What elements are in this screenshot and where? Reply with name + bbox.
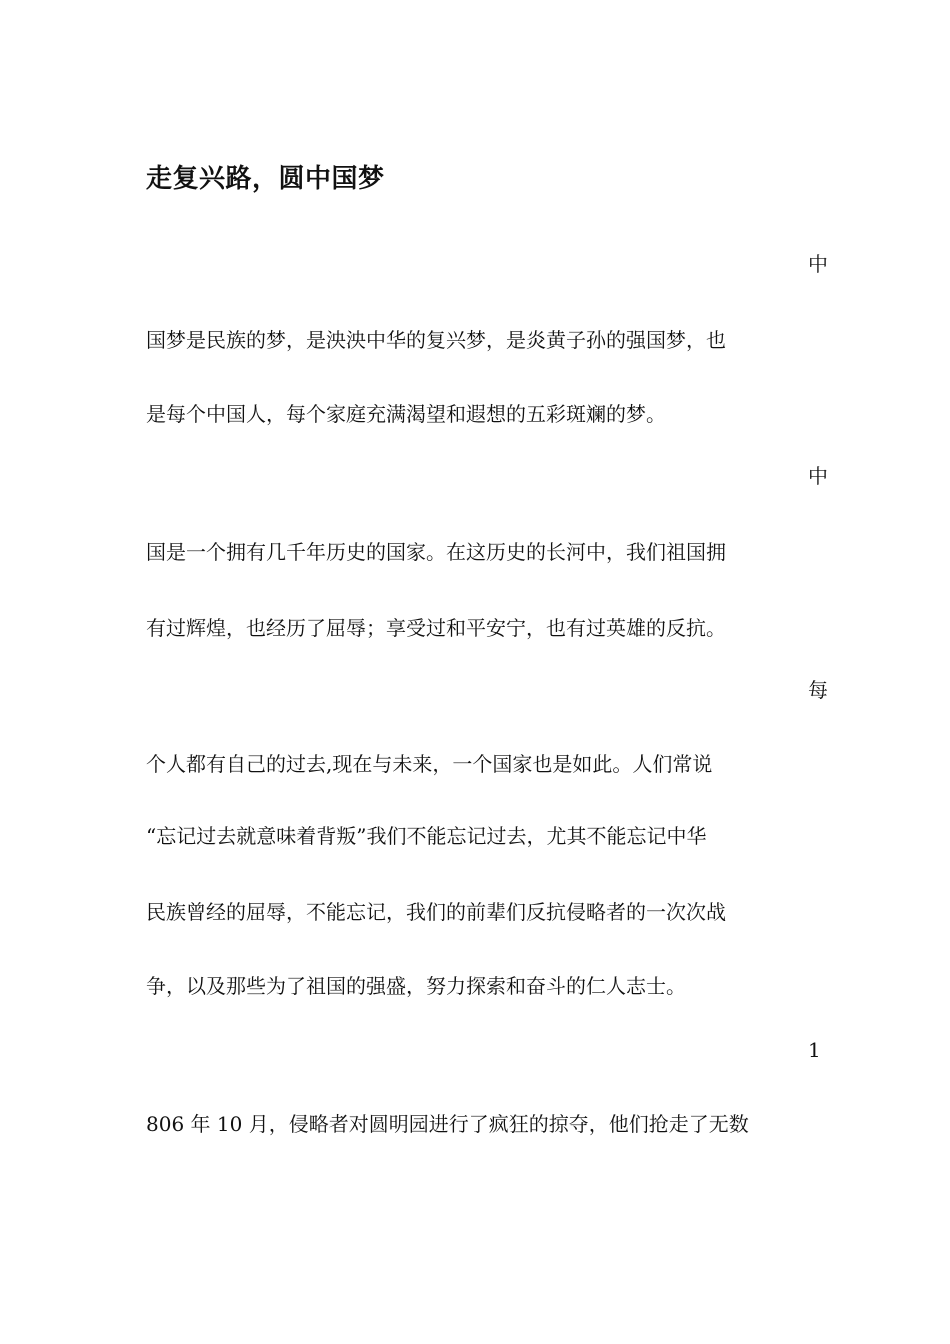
paragraph-3-line-2: “忘记过去就意味着背叛”我们不能忘记过去，尤其不能忘记中华 (146, 824, 707, 848)
paragraph-2-first-char: 中 (808, 464, 828, 488)
paragraph-1-line-2: 是每个中国人，每个家庭充满渴望和遐想的五彩斑斓的梦。 (146, 402, 666, 426)
paragraph-3-line-1: 个人都有自己的过去,现在与未来，一个国家也是如此。人们常说 (146, 752, 713, 776)
paragraph-2-line-1: 国是一个拥有几千年历史的国家。在这历史的长河中，我们祖国拥 (146, 540, 726, 564)
paragraph-3-line-4: 争，以及那些为了祖国的强盛，努力探索和奋斗的仁人志士。 (146, 974, 686, 998)
paragraph-1-first-char: 中 (808, 252, 828, 276)
document-title: 走复兴路，圆中国梦 (146, 164, 385, 194)
paragraph-4-line-1: 806 年 10 月，侵略者对圆明园进行了疯狂的掠夺，他们抢走了无数 (146, 1112, 749, 1136)
paragraph-3-first-char: 每 (808, 678, 828, 702)
paragraph-4-first-char: 1 (808, 1038, 821, 1062)
paragraph-3-line-3: 民族曾经的屈辱，不能忘记，我们的前辈们反抗侵略者的一次次战 (146, 900, 726, 924)
paragraph-2-line-2: 有过辉煌，也经历了屈辱；享受过和平安宁，也有过英雄的反抗。 (146, 616, 726, 640)
paragraph-1-line-1: 国梦是民族的梦，是泱泱中华的复兴梦，是炎黄子孙的强国梦，也 (146, 328, 726, 352)
